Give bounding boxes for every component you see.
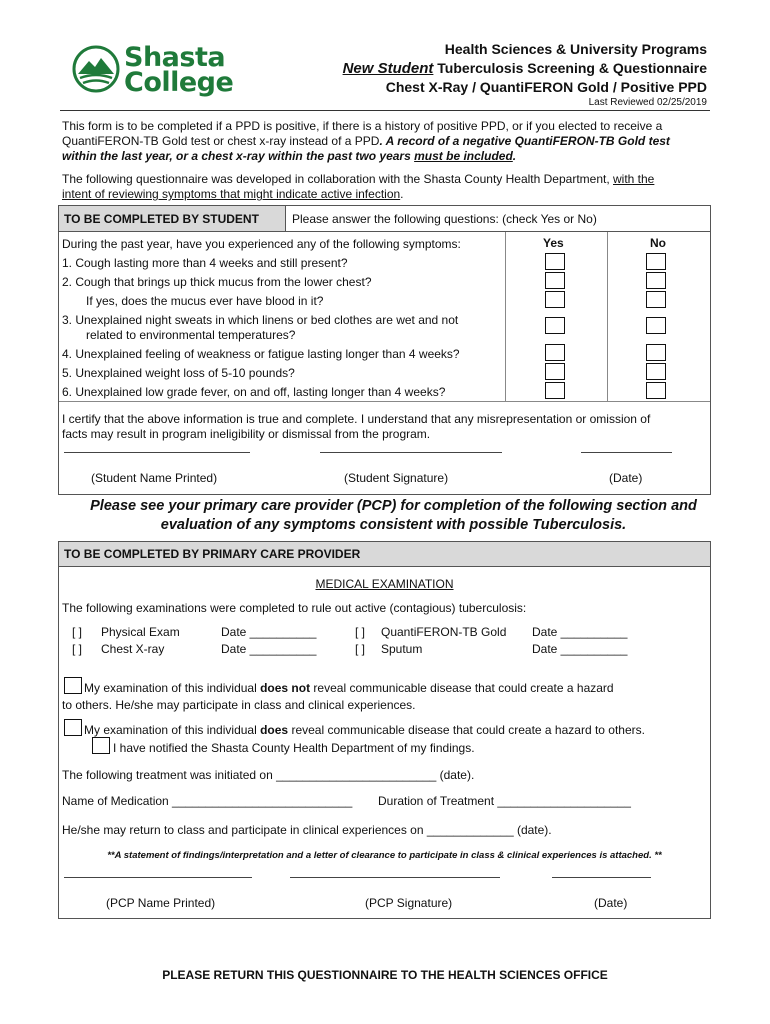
treatment-line[interactable]: The following treatment was initiated on ________________________ (date). (62, 768, 475, 782)
certify-line-2: facts may result in program ineligibility or dismissal from the program. (62, 427, 431, 441)
symptom-1: 1. Cough lasting more than 4 weeks and still present? (62, 256, 348, 270)
header-title-tests: Chest X-Ray / QuantiFERON Gold / Positive PPD (385, 79, 707, 95)
no-disease-checkbox[interactable] (64, 677, 82, 694)
exam-4-label: Sputum (381, 642, 423, 656)
exam-3-date[interactable]: Date __________ (532, 625, 628, 639)
q1-yes-checkbox[interactable] (545, 253, 565, 270)
symptom-6: 6. Unexplained low grade fever, on and off, lasting longer than 4 weeks? (62, 385, 446, 399)
notified-checkbox[interactable] (92, 737, 110, 754)
intro-emphasis: . A record of a negative QuantiFERON-TB Gold test (379, 134, 670, 148)
shasta-college-logo-icon (72, 44, 120, 94)
opt1-text-end: reveal communicable disease that could create a hazard (310, 681, 614, 695)
intro-period: . (512, 149, 517, 163)
header-divider (60, 110, 710, 111)
student-date-field[interactable] (581, 452, 672, 453)
notified-text: I have notified the Shasta County Health Department of my findings. (113, 741, 475, 755)
opt2-text: My examination of this individual (84, 723, 261, 737)
q6-yes-checkbox[interactable] (545, 382, 565, 399)
certify-line-1: I certify that the above information is true and complete. I understand that any misrepresentation or omission of (62, 412, 651, 426)
q2-no-checkbox[interactable] (646, 272, 666, 289)
symptom-3a: 3. Unexplained night sweats in which linens or bed clothes are wet and not (62, 313, 459, 327)
logo-text-shasta: Shasta (124, 42, 226, 73)
statement-attached-note: **A statement of findings/interpretation and a letter of clearance to participate in class & clinical experiences is attached. ** (107, 850, 662, 861)
exam-3-label: QuantiFERON-TB Gold (381, 625, 507, 639)
pcp-signature-field[interactable] (290, 877, 500, 878)
yes-header: Yes (543, 236, 564, 250)
intro-line-1: This form is to be completed if a PPD is positive, if there is a history of positive PPD, or if you elected to receive a (62, 119, 663, 133)
exam-1-date[interactable]: Date __________ (221, 625, 317, 639)
header-title-screening (343, 60, 707, 77)
pcp-note-line-2: evaluation of any symptoms consistent with possible Tuberculosis. (160, 517, 627, 533)
grid-bottom (59, 401, 710, 402)
q5-yes-checkbox[interactable] (545, 363, 565, 380)
collab-text: The following questionnaire was developed in collaboration with the Shasta County Health Department, (62, 172, 613, 186)
new-student-label: New Student (342, 60, 434, 77)
pcp-date-field[interactable] (552, 877, 651, 878)
no-disease-text (84, 681, 614, 695)
q3-yes-checkbox[interactable] (545, 317, 565, 334)
disease-text (84, 723, 645, 737)
exam-2-bracket[interactable]: [ ] (72, 642, 83, 656)
symptom-5: 5. Unexplained weight loss of 5-10 pounds? (62, 366, 295, 380)
grid-col-1 (505, 232, 506, 401)
return-date-line[interactable]: He/she may return to class and participate in clinical experiences on _____________ (date). (62, 823, 552, 837)
footer-instruction: PLEASE RETURN THIS QUESTIONNAIRE TO THE HEALTH SCIENCES OFFICE (162, 968, 608, 982)
q5-no-checkbox[interactable] (646, 363, 666, 380)
must-be-included: must be included (414, 149, 513, 163)
opt1-text: My examination of this individual (84, 681, 261, 695)
header-title-programs: Health Sciences & University Programs (444, 41, 707, 57)
pcp-name-label: (PCP Name Printed) (106, 896, 216, 910)
pcp-signature-label: (PCP Signature) (365, 896, 453, 910)
exam-1-bracket[interactable]: [ ] (72, 625, 83, 639)
symptom-2: 2. Cough that brings up thick mucus from the lower chest? (62, 275, 372, 289)
medical-exam-title: MEDICAL EXAMINATION (315, 577, 454, 591)
exam-4-date[interactable]: Date __________ (532, 642, 628, 656)
q2-yes-checkbox[interactable] (545, 272, 565, 289)
intro-emphasis-2: within the last year, or a chest x-ray within the past two years (62, 149, 415, 163)
no-header: No (650, 236, 666, 250)
student-date-label: (Date) (609, 471, 643, 485)
exam-3-bracket[interactable]: [ ] (355, 625, 366, 639)
no-disease-line-2: to others. He/she may participate in class and clinical experiences. (62, 698, 416, 712)
q3-no-checkbox[interactable] (646, 317, 666, 334)
symptom-2b: If yes, does the mucus ever have blood in it? (86, 294, 324, 308)
symptom-lead: During the past year, have you experienced any of the following symptoms: (62, 237, 461, 251)
exam-2-date[interactable]: Date __________ (221, 642, 317, 656)
intent-underline: intent of reviewing symptoms that might indicate active infection (62, 187, 401, 201)
exam-2-label: Chest X-ray (101, 642, 165, 656)
pcp-date-label: (Date) (594, 896, 628, 910)
opt1-bold: does not (260, 681, 311, 695)
q2b-no-checkbox[interactable] (646, 291, 666, 308)
student-signature-field[interactable] (320, 452, 502, 453)
q6-no-checkbox[interactable] (646, 382, 666, 399)
pcp-heading-underline (59, 566, 710, 567)
q4-yes-checkbox[interactable] (545, 344, 565, 361)
symptom-3b: related to environmental temperatures? (86, 328, 296, 342)
intro-text: QuantiFERON-TB Gold test or chest x-ray instead of a PPD (62, 134, 380, 148)
screening-label: Tuberculosis Screening & Questionnaire (433, 60, 707, 76)
intro-line-4 (62, 172, 654, 186)
intro-line-3 (62, 149, 516, 163)
exam-4-bracket[interactable]: [ ] (355, 642, 366, 656)
symptom-4: 4. Unexplained feeling of weakness or fatigue lasting longer than 4 weeks? (62, 347, 460, 361)
q1-no-checkbox[interactable] (646, 253, 666, 270)
intro-line-5 (62, 187, 404, 201)
q2b-yes-checkbox[interactable] (545, 291, 565, 308)
q4-no-checkbox[interactable] (646, 344, 666, 361)
logo-text-college: College (124, 67, 234, 98)
student-name-label: (Student Name Printed) (91, 471, 218, 485)
intent-period: . (400, 187, 404, 201)
grid-col-2 (607, 232, 608, 401)
student-heading: TO BE COMPLETED BY STUDENT (64, 212, 259, 226)
intro-line-2 (62, 134, 670, 148)
pcp-name-field[interactable] (64, 877, 252, 878)
pcp-heading: TO BE COMPLETED BY PRIMARY CARE PROVIDER (64, 547, 361, 561)
exam-lead: The following examinations were completed to rule out active (contagious) tuberculosis: (62, 601, 527, 615)
last-reviewed: Last Reviewed 02/25/2019 (588, 97, 707, 108)
opt2-bold: does (260, 723, 289, 737)
heading-divider (285, 206, 286, 232)
student-name-field[interactable] (64, 452, 250, 453)
heading-underline (59, 231, 710, 232)
disease-checkbox[interactable] (64, 719, 82, 736)
student-instruction: Please answer the following questions: (check Yes or No) (292, 212, 597, 226)
exam-1-label: Physical Exam (101, 625, 180, 639)
pcp-note-line-1: Please see your primary care provider (PCP) for completion of the following section and (90, 498, 697, 514)
duration-field[interactable]: Duration of Treatment ____________________ (378, 794, 631, 808)
medication-field[interactable]: Name of Medication ___________________________ (62, 794, 353, 808)
student-signature-label: (Student Signature) (344, 471, 449, 485)
collab-underline: with the (613, 172, 655, 186)
opt2-text-end: reveal communicable disease that could create a hazard to others. (288, 723, 645, 737)
